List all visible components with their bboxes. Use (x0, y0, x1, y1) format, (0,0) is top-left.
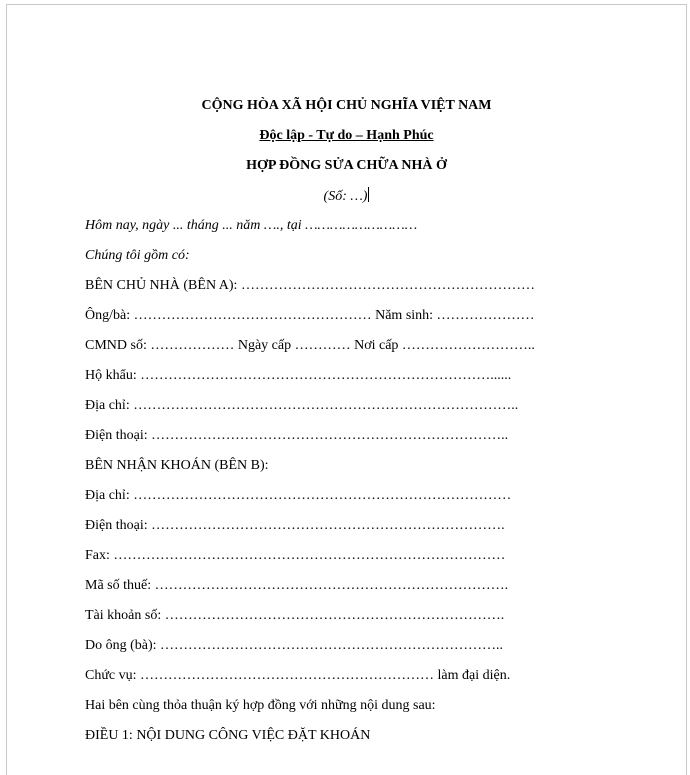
document-page (6, 4, 687, 775)
agreement-intro: Hai bên cùng thỏa thuận ký hợp đồng với những nội dung sau: (85, 698, 436, 713)
party-b-address-line: Địa chỉ: ……………………………………………………………………… (85, 488, 512, 503)
party-b-position-line: Chức vụ: ……………………………………………………… làm đại diện. (85, 668, 511, 683)
party-b-account-line: Tài khoản số: ………………………………………………………………. (85, 608, 505, 623)
party-a-id-line: CMND số: ……………… Ngày cấp ………… Nơi cấp ……………………….. (85, 338, 535, 353)
contract-title: HỢP ĐỒNG SỬA CHỮA NHÀ Ở (246, 158, 447, 173)
party-b-representative-line: Do ông (bà): ……………………………………………………………….. (85, 638, 504, 653)
party-a-heading: BÊN CHỦ NHÀ (BÊN A): ……………………………………………………… (85, 278, 535, 293)
country-heading: CỘNG HÒA XÃ HỘI CHỦ NGHĨA VIỆT NAM (201, 98, 492, 113)
party-a-name-line: Ông/bà: …………………………………………… Năm sinh: ………………… (85, 308, 535, 323)
party-b-heading: BÊN NHẬN KHOÁN (BÊN B): (85, 458, 269, 473)
party-b-fax-line: Fax: ………………………………………………………………………… (85, 548, 506, 563)
parties-intro: Chúng tôi gồm có: (85, 248, 190, 263)
contract-number (7, 187, 686, 206)
party-b-phone-line: Điện thoại: …………………………………………………………………. (85, 518, 505, 533)
party-a-household-line: Hộ khẩu: …………………………………………………………………...... (85, 368, 512, 383)
text-cursor (368, 187, 369, 202)
party-b-tax-line: Mã số thuế: …………………………………………………………………. (85, 578, 509, 593)
party-a-phone-line: Điện thoại: ………………………………………………………………….. (85, 428, 509, 443)
contract-number-text: (Số: …) (323, 189, 368, 204)
party-a-address-line: Địa chỉ: ……………………………………………………………………….. (85, 398, 519, 413)
date-place-line: Hôm nay, ngày ... tháng ... năm …., tại ……………………… (85, 218, 418, 233)
motto-heading: Độc lập - Tự do – Hạnh Phúc (259, 128, 434, 143)
article-1-heading: ĐIỀU 1: NỘI DUNG CÔNG VIỆC ĐẶT KHOÁN (85, 728, 371, 743)
